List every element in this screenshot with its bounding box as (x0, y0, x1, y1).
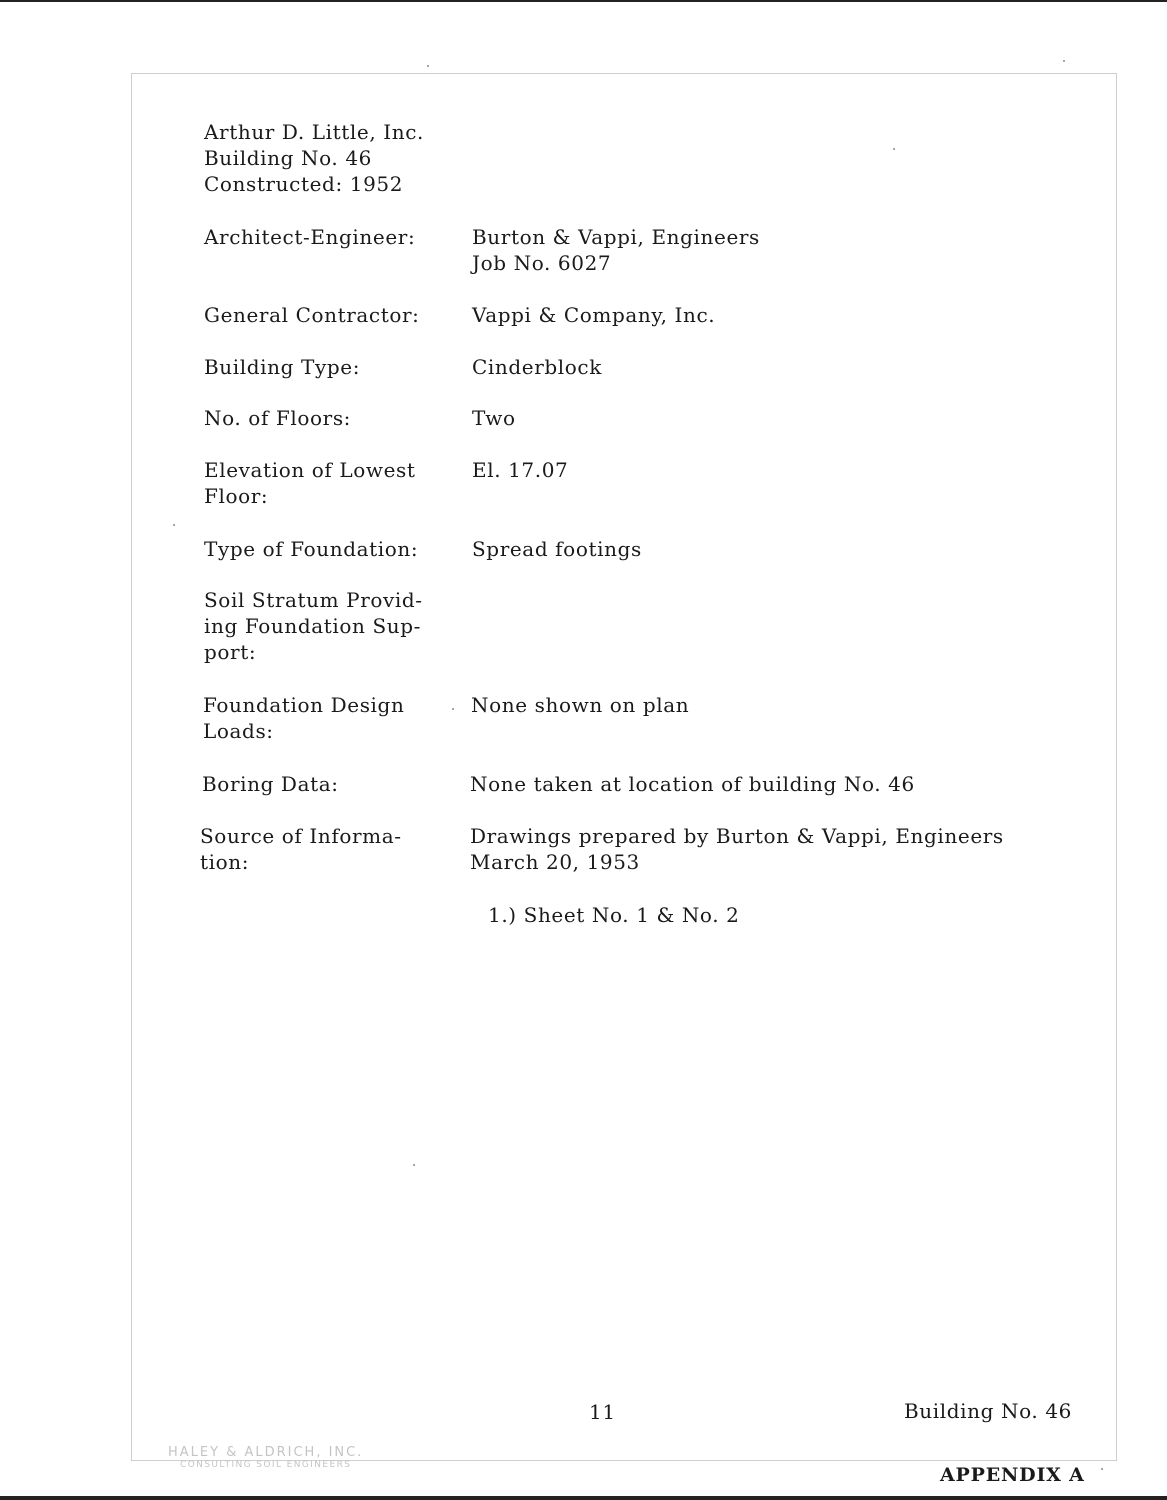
scan-edge-top (0, 0, 1167, 2)
field-value: Spread footings (472, 537, 642, 561)
field-value: Two (472, 406, 516, 430)
field-label: No. of Floors: (204, 406, 352, 430)
scan-speck (893, 148, 895, 150)
scan-speck (1063, 60, 1065, 62)
page-number: 11 (589, 1400, 616, 1424)
page-border (131, 73, 1117, 1461)
source-sheet-list: 1.) Sheet No. 1 & No. 2 (488, 903, 740, 927)
letterhead-name: HALEY & ALDRICH, INC. (168, 1445, 364, 1460)
company-name: Arthur D. Little, Inc. (204, 120, 424, 144)
scan-speck (413, 1164, 415, 1166)
field-value: None taken at location of building No. 46 (470, 772, 915, 796)
building-number: Building No. 46 (204, 146, 372, 170)
field-label: Soil Stratum Provid- ing Foundation Sup- port: (204, 588, 423, 664)
field-label: Source of Informa- tion: (200, 824, 402, 874)
field-value: Cinderblock (472, 355, 602, 379)
scan-speck (452, 708, 454, 710)
field-label: Boring Data: (202, 772, 339, 796)
constructed-year: Constructed: 1952 (204, 172, 404, 196)
field-label: Building Type: (204, 355, 361, 379)
field-value: None shown on plan (471, 693, 690, 717)
scan-speck (173, 524, 175, 526)
scan-speck (427, 65, 429, 67)
field-value: El. 17.07 (472, 458, 569, 482)
footer-building-label: Building No. 46 (904, 1399, 1072, 1423)
field-label: Elevation of Lowest Floor: (204, 458, 416, 508)
field-label: Foundation Design Loads: (203, 693, 405, 743)
appendix-label: APPENDIX A (940, 1464, 1085, 1486)
field-label: Type of Foundation: (204, 537, 419, 561)
field-label: Architect-Engineer: (204, 225, 416, 249)
letterhead-subtitle: CONSULTING SOIL ENGINEERS (180, 1460, 352, 1470)
field-value: Drawings prepared by Burton & Vappi, Engineers March 20, 1953 (470, 824, 1004, 874)
scan-edge-bottom (0, 1496, 1167, 1500)
scan-speck (1101, 1468, 1103, 1470)
field-value: Vappi & Company, Inc. (472, 303, 716, 327)
field-label: General Contractor: (204, 303, 420, 327)
letterhead-watermark (168, 1446, 363, 1472)
field-value: Burton & Vappi, Engineers Job No. 6027 (472, 225, 760, 275)
